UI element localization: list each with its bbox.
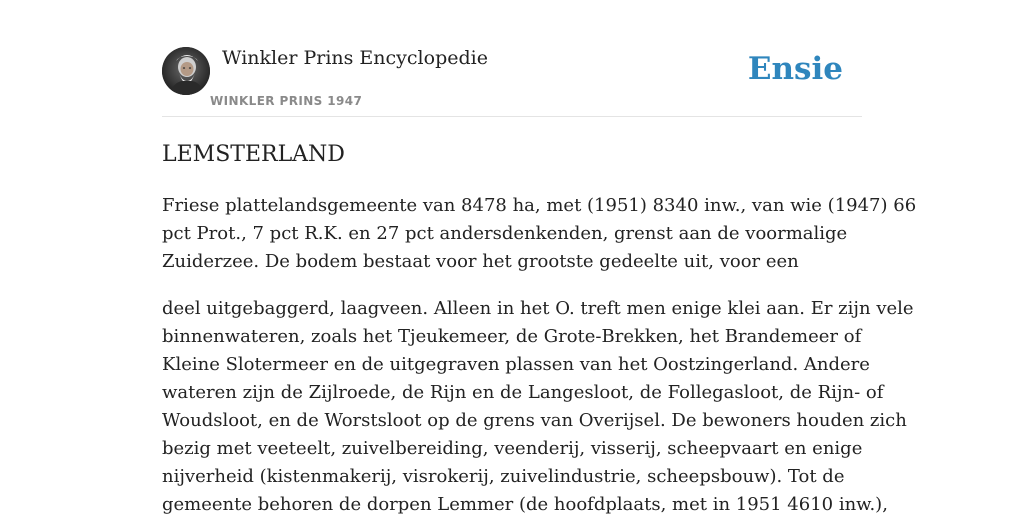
paragraph-line: nijverheid (kistenmakerij, visrokerij, zuivelindustrie, scheepsbouw). Tot de xyxy=(162,466,845,487)
article-paragraph xyxy=(162,295,914,519)
paragraph-line: deel uitgebaggerd, laagveen. Alleen in het O. treft men enige klei aan. Er zijn vele xyxy=(162,298,914,319)
entry-title: LEMSTERLAND xyxy=(162,142,345,167)
site-header xyxy=(162,44,862,117)
paragraph-line: Zuiderzee. De bodem bestaat voor het grootste gedeelte uit, voor een xyxy=(162,251,799,272)
site-title-link[interactable]: Winkler Prins Encyclopedie xyxy=(222,47,488,69)
paragraph-line: wateren zijn de Zijlroede, de Rijn en de Langesloot, de Follegasloot, de Rijn- of xyxy=(162,382,884,403)
paragraph-line: Friese plattelandsgemeente van 8478 ha, met (1951) 8340 inw., van wie (1947) 66 xyxy=(162,195,917,216)
paragraph-line: Woudsloot, en de Worstsloot op de grens van Overijsel. De bewoners houden zich xyxy=(162,410,907,431)
avatar[interactable] xyxy=(162,47,210,95)
paragraph-line: pct Prot., 7 pct R.K. en 27 pct andersdenkenden, grenst aan de voormalige xyxy=(162,223,848,244)
paragraph-line: binnenwateren, zoals het Tjeukemeer, de Grote-Brekken, het Brandemeer of xyxy=(162,326,862,347)
paragraph-line: gemeente behoren de dorpen Lemmer (de hoofdplaats, met in 1951 4610 inw.), xyxy=(162,494,888,515)
edition-label: WINKLER PRINS 1947 xyxy=(210,94,363,108)
author-portrait-avatar xyxy=(162,47,210,95)
brand-logo-link[interactable]: Ensie xyxy=(747,51,843,87)
paragraph-line: Kleine Slotermeer en de uitgegraven plassen van het Oostzingerland. Andere xyxy=(162,354,870,375)
paragraph-line: bezig met veeteelt, zuivelbereiding, veenderij, visserij, scheepvaart en enige xyxy=(162,438,863,459)
article-paragraph xyxy=(162,192,917,276)
